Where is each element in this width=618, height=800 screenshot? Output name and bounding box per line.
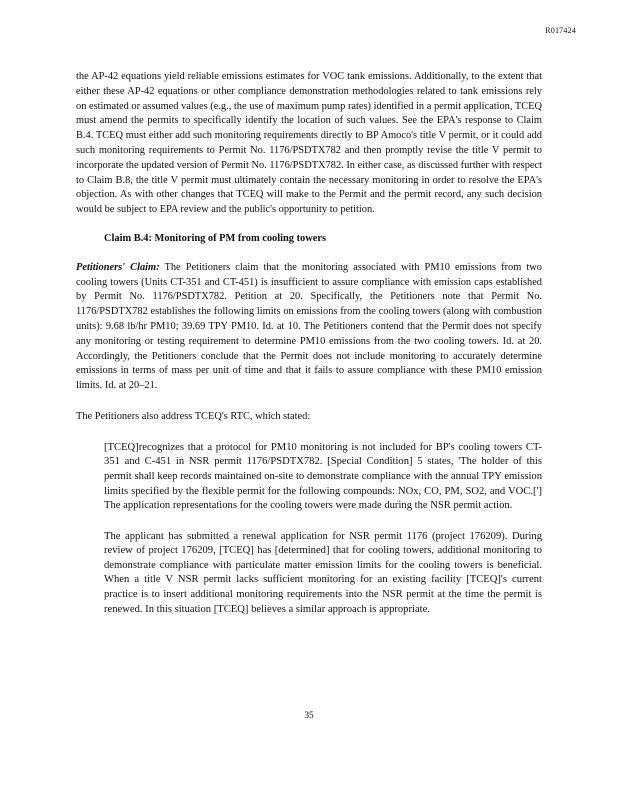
block-quote-second: The applicant has submitted a renewal application for NSR permit 1176 (project 176209). During review of project 176209, [TCEQ] has [determined] that for cooling towers, additional monitoring to demonstrate compliance with particulate matter emission limits for the cooling towers is beneficial. When a title V NSR permit lacks sufficient monitoring for an existing facility [TCEQ]'s current practice is to insert additional monitoring requirements into the NSR permit at the time the permit is renewed. In this situation [TCEQ] believes a similar approach is appropriate. — [104, 530, 542, 615]
block-quote-first: [TCEQ]recognizes that a protocol for PM10 monitoring is not included for BP's cooling towers CT-351 and C-451 in NSR permit 1176/PSDTX782. [Special Condition] 5 states, 'The holder of this permit shall keep records maintained on-site to demonstrate compliance with the annual TPY emission limits specified by the flexible permit for the following compounds: NOx, CO, PM, SO2, and VOC.['] The application representations for the cooling towers were made during the NSR permit action. — [104, 441, 542, 512]
page-number: 35 — [304, 711, 314, 721]
document-id: R017424 — [545, 26, 576, 35]
claim-label: Petitioners' Claim: — [76, 261, 160, 273]
page-content — [76, 70, 542, 617]
claim-text: The Petitioners claim that the monitoring associated with PM10 emissions from two cooling towers (Units CT-351 and CT-451) is insufficient to assure compliance with emission caps established by Permit No. 1176/PSDTX782. Petition at 20. Specifically, the Petitioners note that Permit No. 1176/PSDTX782 establishes the following limits on emissions from the cooling towers (along with combustion units): 9.68 lb/hr PM10; 39.69 TPY PM10. Id. at 10. The Petitioners contend that the Permit does not specify any monitoring or testing requirement to determine PM10 emissions from the two cooling towers. Id. at 20. Accordingly, the Petitioners conclude that the Permit does not include monitoring to accurately determine emissions in terms of mass per unit of time and that it fails to assure compliance with these PM10 emission limits. Id. at 20–21. — [76, 261, 542, 392]
section-heading: Claim B.4: Monitoring of PM from cooling towers — [104, 232, 327, 244]
opening-paragraph: the AP-42 equations yield reliable emissions estimates for VOC tank emissions. Additionally, to the extent that either these AP-42 equations or other compliance demonstration methodologies related to tank emissions rely on estimated or assumed values (e.g., the use of maximum pump rates) identified in a permit application, TCEQ must amend the permits to specifically identify the location of such values. See the EPA's response to Claim B.4. TCEQ must either add such monitoring requirements directly to BP Amoco's title V permit, or it could add such monitoring requirements to Permit No. 1176/PSDTX782 and then promptly revise the title V permit to incorporate the updated version of Permit No. 1176/PSDTX782. In either case, as discussed further with respect to Claim B.8, the title V permit must ultimately contain the necessary monitoring in order to resolve the EPA's objection. As with other changes that TCEQ will make to the Permit and the permit record, any such decision would be subject to EPA review and the public's opportunity to petition. — [76, 71, 542, 216]
claim-paragraph — [76, 261, 542, 394]
rtc-intro-paragraph: The Petitioners also address TCEQ's RTC, which stated: — [76, 410, 311, 422]
